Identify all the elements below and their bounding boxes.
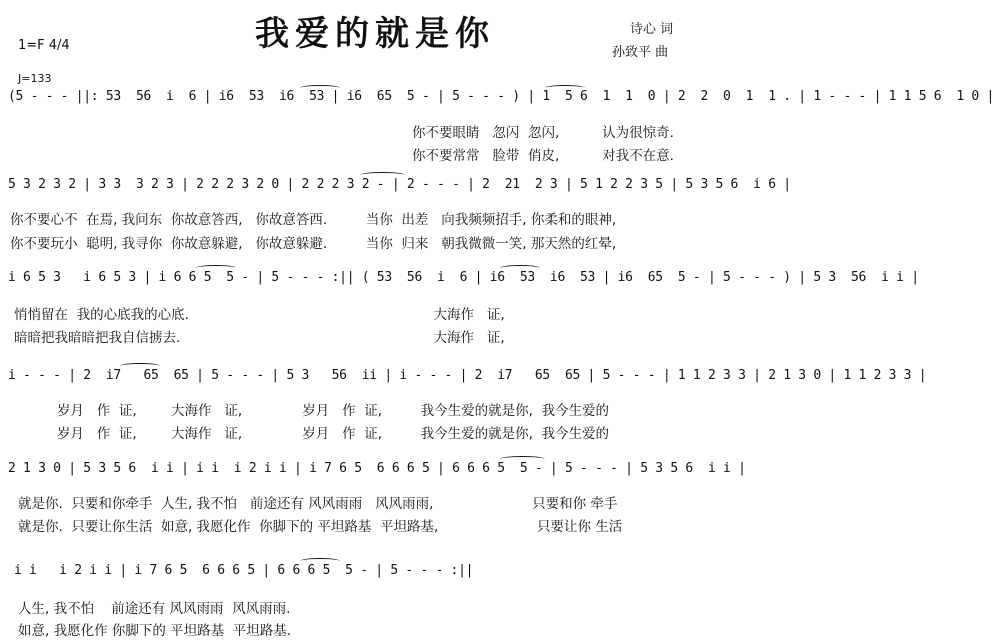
lyric-line-verse1: 岁月 作 证, 大海作 证, 岁月 作 证, 我今生爱的就是你, 我今生爱的 xyxy=(14,403,609,419)
lyricist-credit: 诗心 词 xyxy=(630,22,674,37)
score-line: 2 1 3 0 | 5 3 5 6 i i | i i i 2 i i | i 7 6 5 6 6 6 5 | 6 6 6 5 5 - | 5 - - - | 5 3 5 6 i i | xyxy=(8,461,746,476)
lyric-line-verse2: 你不要常常 脸带 俏皮, 对我不在意. xyxy=(412,148,674,164)
slur-mark xyxy=(196,265,236,271)
slur-mark xyxy=(300,85,340,91)
lyric-line-verse1: 就是你. 只要和你牵手 人生, 我不怕 前途还有 风风雨雨 风风雨雨, 只要和你 牵手 xyxy=(18,496,618,512)
slur-mark xyxy=(500,456,545,462)
slur-mark xyxy=(500,265,540,271)
score-line: i 6 5 3 i 6 5 3 | i 6 6 5 5 - | 5 - - - :|| ( 53 56 i 6 | i6 53 i6 53 | i6 65 5 - | 5 - - - ) | 5 3 56 i i | xyxy=(8,270,919,285)
score-line: 5 3 2 3 2 | 3 3 3 2 3 | 2 2 2 3 2 0 | 2 2 2 3 2 - | 2 - - - | 2 21 2 3 | 5 1 2 2 3 5 | 5 3 5 6 i 6 | xyxy=(8,177,791,192)
slur-mark xyxy=(545,85,585,91)
slur-mark xyxy=(120,363,160,369)
lyric-line-verse1: 你不要心不 在焉, 我问东 你故意答西, 你故意答西. 当你 出差 向我频频招手, 你柔和的眼神, xyxy=(10,212,617,228)
slur-mark xyxy=(300,558,340,564)
lyric-line-verse2: 如意, 我愿化作 你脚下的 平坦路基 平坦路基. xyxy=(18,623,292,639)
score-line: (5 - - - ||: 53 56 i 6 | i6 53 i6 53 | i6 65 5 - | 5 - - - ) | 1 5 6 1 1 0 | 2 2 0 1 1 . | 1 - - - | 1 1 5 6 1 0 | xyxy=(8,89,994,104)
lyric-line-verse2: 暗暗把我暗暗把我自信掳去. 大海作 证, xyxy=(14,330,505,346)
lyric-line-verse2: 你不要玩小 聪明, 我寻你 你故意躲避, 你故意躲避. 当你 归来 朝我微微一笑, 那天然的红晕, xyxy=(10,236,617,252)
composer-credit: 孙致平 曲 xyxy=(612,45,669,60)
lyric-line-verse1: 悄悄留在 我的心底我的心底. 大海作 证, xyxy=(14,307,505,323)
lyric-line-verse1: 人生, 我不怕 前途还有 风风雨雨 风风雨雨. xyxy=(18,601,291,617)
score-line: i - - - | 2 i7 65 65 | 5 - - - | 5 3 56 ii | i - - - | 2 i7 65 65 | 5 - - - | 1 1 2 3 3 | 2 1 3 0 | 1 1 2 3 3 | xyxy=(8,368,927,383)
score-line: i i i 2 i i | i 7 6 5 6 6 6 5 | 6 6 6 5 5 - | 5 - - - :|| xyxy=(14,563,474,578)
key-signature: 1=F 4/4 xyxy=(18,38,70,53)
lyric-line-verse2: 就是你. 只要让你生活 如意, 我愿化作 你脚下的 平坦路基 平坦路基, 只要让你 生活 xyxy=(18,519,623,535)
lyric-line-verse1: 你不要眼睛 忽闪 忽闪, 认为很惊奇. xyxy=(412,125,674,141)
lyric-line-verse2: 岁月 作 证, 大海作 证, 岁月 作 证, 我今生爱的就是你, 我今生爱的 xyxy=(14,426,609,442)
slur-mark xyxy=(360,172,405,178)
song-title: 我爱的就是你 xyxy=(255,14,495,54)
tempo-marking: J=133 xyxy=(18,72,52,85)
